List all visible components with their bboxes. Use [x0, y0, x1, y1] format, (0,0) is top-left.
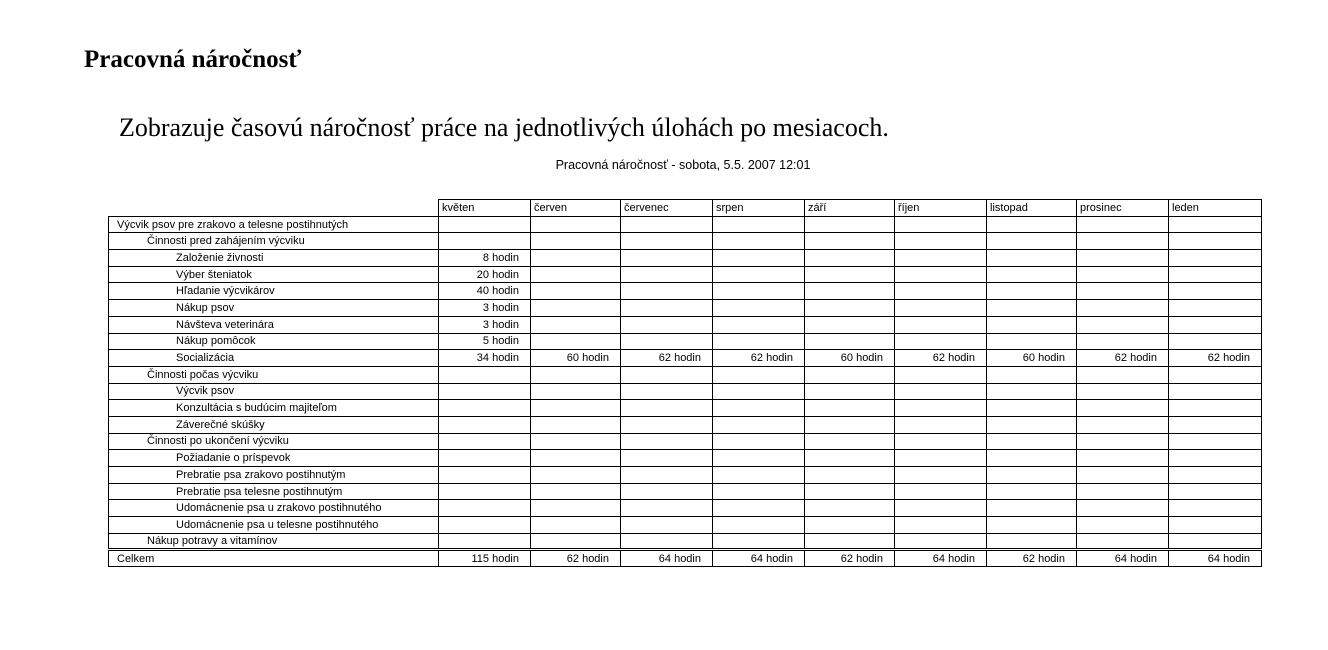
task-row	[109, 300, 1262, 317]
hours-cell	[1169, 216, 1262, 233]
hours-cell	[621, 283, 713, 300]
hours-cell	[1169, 467, 1262, 484]
hours-cell	[531, 283, 621, 300]
hours-cell	[531, 416, 621, 433]
task-label: Výcvik psov pre zrakovo a telesne postihnutých	[109, 216, 439, 233]
hours-cell	[439, 483, 531, 500]
task-row	[109, 467, 1262, 484]
task-label: Socializácia	[109, 350, 439, 367]
hours-cell	[439, 400, 531, 417]
hours-cell	[621, 216, 713, 233]
hours-cell	[621, 433, 713, 450]
hours-cell	[1077, 416, 1169, 433]
hours-cell	[713, 366, 805, 383]
hours-cell	[713, 416, 805, 433]
hours-cell: 62 hodin	[1077, 350, 1169, 367]
hours-cell	[1169, 316, 1262, 333]
hours-cell	[805, 283, 895, 300]
month-header: červenec	[621, 200, 713, 217]
hours-cell: 3 hodin	[439, 316, 531, 333]
hours-cell	[805, 266, 895, 283]
hours-cell	[531, 316, 621, 333]
hours-cell	[987, 250, 1077, 267]
hours-cell	[531, 450, 621, 467]
hours-cell	[439, 383, 531, 400]
task-row	[109, 500, 1262, 517]
hours-cell	[1169, 433, 1262, 450]
hours-cell	[531, 233, 621, 250]
hours-cell	[713, 450, 805, 467]
hours-cell	[1169, 416, 1262, 433]
hours-cell	[713, 216, 805, 233]
task-row	[109, 366, 1262, 383]
hours-cell	[805, 450, 895, 467]
hours-cell	[1169, 250, 1262, 267]
hours-cell	[895, 416, 987, 433]
hours-cell	[713, 500, 805, 517]
task-label: Návšteva veterinára	[109, 316, 439, 333]
hours-cell: 62 hodin	[1169, 350, 1262, 367]
hours-cell	[621, 467, 713, 484]
hours-cell	[1077, 467, 1169, 484]
total-value: 64 hodin	[895, 550, 987, 567]
hours-cell	[713, 483, 805, 500]
hours-cell	[439, 500, 531, 517]
task-label: Činnosti počas výcviku	[109, 366, 439, 383]
hours-cell	[1077, 366, 1169, 383]
total-row	[109, 550, 1262, 567]
hours-cell	[1169, 533, 1262, 550]
hours-cell	[987, 300, 1077, 317]
hours-cell	[531, 333, 621, 350]
task-row	[109, 400, 1262, 417]
hours-cell	[1169, 300, 1262, 317]
hours-cell	[895, 266, 987, 283]
hours-cell	[895, 216, 987, 233]
hours-cell: 40 hodin	[439, 283, 531, 300]
hours-cell	[987, 467, 1077, 484]
hours-cell	[1077, 517, 1169, 534]
hours-cell	[1077, 250, 1169, 267]
month-header: červen	[531, 200, 621, 217]
hours-cell	[439, 433, 531, 450]
hours-cell	[987, 400, 1077, 417]
task-row	[109, 416, 1262, 433]
hours-cell	[805, 300, 895, 317]
hours-cell	[895, 300, 987, 317]
total-value: 62 hodin	[531, 550, 621, 567]
month-header-row	[109, 200, 1262, 217]
task-label: Konzultácia s budúcim majiteľom	[109, 400, 439, 417]
hours-cell	[895, 383, 987, 400]
hours-cell	[621, 250, 713, 267]
hours-cell	[895, 316, 987, 333]
hours-cell	[621, 533, 713, 550]
hours-cell	[621, 416, 713, 433]
hours-cell	[439, 533, 531, 550]
hours-cell	[805, 233, 895, 250]
hours-cell	[987, 283, 1077, 300]
hours-cell	[1169, 400, 1262, 417]
hours-cell	[621, 517, 713, 534]
hours-cell	[621, 333, 713, 350]
workload-table	[108, 199, 1262, 567]
hours-cell	[531, 500, 621, 517]
hours-cell	[713, 433, 805, 450]
hours-cell	[1077, 400, 1169, 417]
header-corner	[109, 200, 439, 217]
report-title: Pracovná náročnosť - sobota, 5.5. 2007 12:01	[555, 158, 811, 172]
hours-cell	[713, 517, 805, 534]
hours-cell	[895, 433, 987, 450]
hours-cell	[713, 467, 805, 484]
task-row	[109, 533, 1262, 550]
task-row	[109, 216, 1262, 233]
hours-cell	[531, 383, 621, 400]
hours-cell	[987, 383, 1077, 400]
hours-cell: 20 hodin	[439, 266, 531, 283]
hours-cell	[1169, 233, 1262, 250]
hours-cell	[531, 250, 621, 267]
total-value: 64 hodin	[621, 550, 713, 567]
hours-cell	[531, 483, 621, 500]
task-row	[109, 383, 1262, 400]
task-label: Hľadanie výcvikárov	[109, 283, 439, 300]
hours-cell	[713, 533, 805, 550]
hours-cell	[531, 433, 621, 450]
hours-cell	[621, 233, 713, 250]
hours-cell	[895, 400, 987, 417]
hours-cell: 60 hodin	[805, 350, 895, 367]
total-label: Celkem	[109, 550, 439, 567]
hours-cell	[805, 333, 895, 350]
hours-cell	[1077, 300, 1169, 317]
hours-cell	[1169, 283, 1262, 300]
hours-cell	[1077, 450, 1169, 467]
hours-cell: 8 hodin	[439, 250, 531, 267]
hours-cell	[621, 383, 713, 400]
page-description: Zobrazuje časovú náročnosť práce na jednotlivých úlohách po mesiacoch.	[119, 113, 889, 142]
hours-cell	[439, 366, 531, 383]
hours-cell	[439, 416, 531, 433]
hours-cell	[1169, 517, 1262, 534]
hours-cell	[895, 233, 987, 250]
hours-cell	[987, 433, 1077, 450]
hours-cell	[713, 400, 805, 417]
month-header: květen	[439, 200, 531, 217]
hours-cell	[621, 366, 713, 383]
hours-cell	[805, 483, 895, 500]
hours-cell	[987, 266, 1077, 283]
hours-cell	[895, 366, 987, 383]
hours-cell	[895, 450, 987, 467]
hours-cell	[621, 400, 713, 417]
hours-cell	[987, 500, 1077, 517]
hours-cell	[621, 500, 713, 517]
task-row	[109, 433, 1262, 450]
hours-cell	[713, 233, 805, 250]
hours-cell	[621, 450, 713, 467]
total-value: 64 hodin	[1077, 550, 1169, 567]
task-label: Prebratie psa telesne postihnutým	[109, 483, 439, 500]
hours-cell	[1077, 500, 1169, 517]
task-row	[109, 333, 1262, 350]
hours-cell	[1077, 383, 1169, 400]
task-rows	[109, 216, 1262, 550]
hours-cell: 62 hodin	[895, 350, 987, 367]
hours-cell	[713, 316, 805, 333]
hours-cell	[805, 500, 895, 517]
task-row	[109, 517, 1262, 534]
hours-cell	[1169, 450, 1262, 467]
hours-cell	[895, 467, 987, 484]
hours-cell	[713, 333, 805, 350]
hours-cell	[805, 400, 895, 417]
hours-cell	[987, 450, 1077, 467]
hours-cell	[805, 216, 895, 233]
task-label: Výber šteniatok	[109, 266, 439, 283]
hours-cell: 60 hodin	[531, 350, 621, 367]
task-label: Prebratie psa zrakovo postihnutým	[109, 467, 439, 484]
hours-cell	[713, 283, 805, 300]
hours-cell: 3 hodin	[439, 300, 531, 317]
month-header: srpen	[713, 200, 805, 217]
hours-cell	[805, 467, 895, 484]
task-row	[109, 483, 1262, 500]
task-label: Udomácnenie psa u telesne postihnutého	[109, 517, 439, 534]
month-header: leden	[1169, 200, 1262, 217]
task-row	[109, 350, 1262, 367]
hours-cell	[1077, 283, 1169, 300]
hours-cell	[531, 300, 621, 317]
hours-cell	[987, 483, 1077, 500]
hours-cell: 5 hodin	[439, 333, 531, 350]
hours-cell	[805, 517, 895, 534]
task-label: Činnosti pred zahájením výcviku	[109, 233, 439, 250]
hours-cell	[531, 533, 621, 550]
hours-cell	[805, 416, 895, 433]
hours-cell	[805, 316, 895, 333]
hours-cell	[439, 517, 531, 534]
hours-cell	[1077, 216, 1169, 233]
month-header: září	[805, 200, 895, 217]
task-label: Záverečné skúšky	[109, 416, 439, 433]
hours-cell	[621, 483, 713, 500]
task-label: Udomácnenie psa u zrakovo postihnutého	[109, 500, 439, 517]
hours-cell	[531, 266, 621, 283]
task-row	[109, 233, 1262, 250]
hours-cell	[987, 233, 1077, 250]
hours-cell	[987, 316, 1077, 333]
page-heading: Pracovná náročnosť	[84, 46, 302, 73]
hours-cell	[531, 400, 621, 417]
hours-cell	[987, 416, 1077, 433]
hours-cell	[713, 383, 805, 400]
hours-cell	[895, 500, 987, 517]
task-label: Požiadanie o príspevok	[109, 450, 439, 467]
hours-cell	[621, 316, 713, 333]
total-value: 64 hodin	[1169, 550, 1262, 567]
hours-cell	[895, 517, 987, 534]
hours-cell	[439, 233, 531, 250]
task-row	[109, 283, 1262, 300]
hours-cell	[1077, 316, 1169, 333]
task-label: Činnosti po ukončení výcviku	[109, 433, 439, 450]
hours-cell	[987, 216, 1077, 233]
hours-cell	[895, 533, 987, 550]
month-header: říjen	[895, 200, 987, 217]
task-label: Nákup pomôcok	[109, 333, 439, 350]
hours-cell	[531, 216, 621, 233]
task-label: Výcvik psov	[109, 383, 439, 400]
hours-cell	[1169, 266, 1262, 283]
hours-cell	[439, 216, 531, 233]
hours-cell	[1077, 333, 1169, 350]
total-value: 115 hodin	[439, 550, 531, 567]
hours-cell	[895, 250, 987, 267]
task-row	[109, 316, 1262, 333]
task-label: Založenie živnosti	[109, 250, 439, 267]
hours-cell	[895, 333, 987, 350]
hours-cell	[895, 483, 987, 500]
hours-cell	[1077, 266, 1169, 283]
hours-cell	[987, 333, 1077, 350]
task-label: Nákup potravy a vitamínov	[109, 533, 439, 550]
hours-cell	[1077, 233, 1169, 250]
hours-cell: 62 hodin	[621, 350, 713, 367]
hours-cell	[895, 283, 987, 300]
hours-cell	[621, 300, 713, 317]
total-value: 64 hodin	[713, 550, 805, 567]
hours-cell	[713, 250, 805, 267]
hours-cell	[1169, 333, 1262, 350]
hours-cell	[1169, 366, 1262, 383]
month-header: prosinec	[1077, 200, 1169, 217]
hours-cell	[805, 533, 895, 550]
total-value: 62 hodin	[987, 550, 1077, 567]
hours-cell: 60 hodin	[987, 350, 1077, 367]
hours-cell	[805, 250, 895, 267]
hours-cell	[805, 433, 895, 450]
hours-cell	[1169, 483, 1262, 500]
month-header: listopad	[987, 200, 1077, 217]
hours-cell	[1169, 500, 1262, 517]
task-row	[109, 250, 1262, 267]
hours-cell	[987, 517, 1077, 534]
hours-cell	[987, 533, 1077, 550]
task-label: Nákup psov	[109, 300, 439, 317]
hours-cell	[1169, 383, 1262, 400]
hours-cell	[439, 450, 531, 467]
hours-cell	[439, 467, 531, 484]
hours-cell	[621, 266, 713, 283]
hours-cell	[987, 366, 1077, 383]
hours-cell	[531, 517, 621, 534]
hours-cell: 62 hodin	[713, 350, 805, 367]
hours-cell	[1077, 533, 1169, 550]
hours-cell	[531, 467, 621, 484]
hours-cell	[805, 383, 895, 400]
total-value: 62 hodin	[805, 550, 895, 567]
hours-cell	[531, 366, 621, 383]
task-row	[109, 450, 1262, 467]
hours-cell	[713, 300, 805, 317]
hours-cell	[1077, 483, 1169, 500]
hours-cell	[1077, 433, 1169, 450]
hours-cell: 34 hodin	[439, 350, 531, 367]
task-row	[109, 266, 1262, 283]
hours-cell	[713, 266, 805, 283]
hours-cell	[805, 366, 895, 383]
